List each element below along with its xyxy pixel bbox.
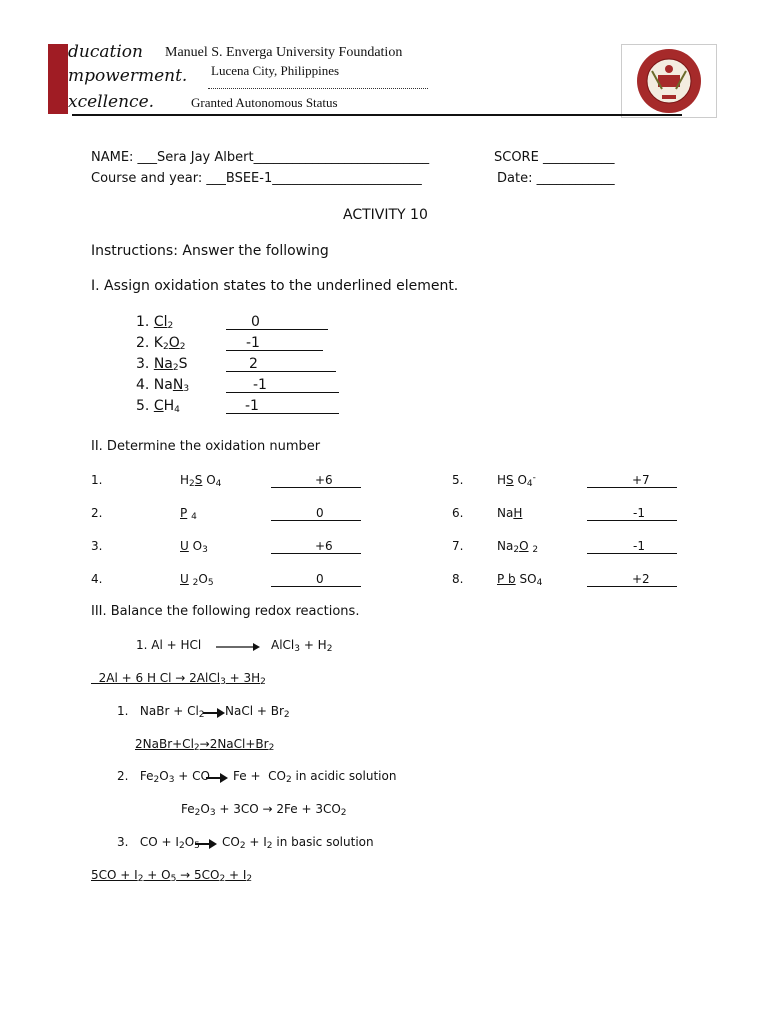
part2-answer-5: +7 <box>632 473 650 487</box>
motto-excellence: xcellence. <box>68 92 155 112</box>
part2-answer-6: -1 <box>633 506 645 520</box>
part2-answer-4: 0 <box>316 572 324 586</box>
part1-answer-line-3 <box>226 357 336 372</box>
redox-answer-1: 2Al + 6 H Cl → 2AlCl$_3$ + $3H_2$ <box>91 671 266 687</box>
redox-answer-4: $5CO + I_2 + O_5 \to 5CO_2 + I_2$ <box>91 868 253 884</box>
part1-item-3: 3. $Na_2S$ <box>136 356 188 373</box>
redox-eq-4-condition: in basic solution <box>276 835 374 849</box>
arrow-right-icon <box>215 641 261 653</box>
part1-item-2: 2. $K_2O_2$ <box>136 335 186 352</box>
part2-num-1: 1. <box>91 473 103 487</box>
score-field: SCORE ___________ <box>494 150 615 165</box>
part2-answer-3: +6 <box>315 539 333 553</box>
redox-eq-2: 1. NaBr + $Cl_2$ <box>117 704 205 720</box>
part2-compound-4: U $_2O_5$ <box>180 572 214 588</box>
redox-eq-3-products: $Fe + CO_2$ in acidic solution <box>233 769 397 785</box>
part2-answer-line-6 <box>587 506 677 521</box>
part1-answer-1: 0 <box>251 314 260 330</box>
part2-compound-7: $Na_2O$ $_2$ <box>497 539 539 555</box>
part2-compound-2: P $_4$ <box>180 506 197 522</box>
part1-answer-5: -1 <box>245 398 259 414</box>
redox-num-1: 1. <box>136 638 148 652</box>
activity-title: ACTIVITY 10 <box>343 207 428 223</box>
part3-heading: III. Balance the following redox reactions. <box>91 604 360 619</box>
part1-answer-line-1 <box>226 315 328 330</box>
redox-eq-4: 3. CO + $I_2O_5$ <box>117 835 200 851</box>
part1-answer-3: 2 <box>249 356 258 372</box>
part2-num-7: 7. <box>452 539 464 553</box>
header-dotted-line <box>208 88 428 89</box>
part2-answer-line-7 <box>587 539 677 554</box>
part1-item-4: 4. NaN$_3$ <box>136 377 190 394</box>
arrow-right-icon <box>202 707 226 719</box>
part2-num-3: 3. <box>91 539 103 553</box>
part2-compound-5: HS $O_4^-$ <box>497 473 536 489</box>
date-field: Date: ____________ <box>497 171 615 186</box>
name-field: NAME: ___Sera Jay Albert___________________________ <box>91 150 430 165</box>
redox-answer-3: $Fe_2O_3 + 3CO \to 2Fe + 3CO_2$ <box>181 802 347 818</box>
part1-answer-line-5 <box>226 399 339 414</box>
redox-eq-2-products: NaCl + $Br_2$ <box>225 704 290 720</box>
redox-num-2: 1. <box>117 704 129 718</box>
redox-eq-4-products: $CO_2 + I_2$ in basic solution <box>222 835 374 851</box>
part2-answer-7: -1 <box>633 539 645 553</box>
part1-answer-line-4 <box>226 378 339 393</box>
part2-num-2: 2. <box>91 506 103 520</box>
part2-compound-1: $H_2S$ $O_4$ <box>180 473 222 489</box>
part2-compound-8: P b $SO_4$ <box>497 572 543 588</box>
part2-num-4: 4. <box>91 572 103 586</box>
redox-num-4: 3. <box>117 835 129 849</box>
part2-compound-6: NaH <box>497 506 523 520</box>
part2-answer-1: +6 <box>315 473 333 487</box>
redox-answer-2: $2NaBr+Cl_2\to 2NaCl+Br_2$ <box>135 737 275 753</box>
redox-eq-1-products: AlCl$_3$ + $H_2$ <box>271 638 333 654</box>
part2-answer-8: +2 <box>632 572 650 586</box>
arrow-right-icon <box>205 772 229 784</box>
course-field: Course and year: ___BSEE-1_______________________ <box>91 171 422 186</box>
redox-eq-1: 1. Al + HCl <box>136 638 202 652</box>
redox-num-3: 2. <box>117 769 129 783</box>
redox-eq-3: 2. $Fe_2O_3$ + CO <box>117 769 210 785</box>
university-name: Manuel S. Enverga University Foundation <box>165 45 403 60</box>
university-seal-icon <box>622 45 716 117</box>
part2-compound-3: U $O_3$ <box>180 539 208 555</box>
arrow-right-icon <box>194 838 218 850</box>
part2-answer-2: 0 <box>316 506 324 520</box>
part1-item-1: 1. $Cl_2$ <box>136 314 174 331</box>
part2-heading: II. Determine the oxidation number <box>91 439 321 454</box>
motto-empowerment: mpowerment. <box>68 66 188 86</box>
part1-answer-2: -1 <box>246 335 260 351</box>
part1-item-5: 5. $CH_4$ <box>136 398 180 415</box>
redox-eq-3-condition: in acidic solution <box>295 769 397 783</box>
part1-answer-line-2 <box>226 336 323 351</box>
university-city: Lucena City, Philippines <box>211 63 340 78</box>
university-seal-frame <box>621 44 717 118</box>
part1-heading: I. Assign oxidation states to the underlined element. <box>91 278 459 294</box>
part2-num-8: 8. <box>452 572 464 586</box>
motto-education: ducation <box>68 42 143 62</box>
part2-num-5: 5. <box>452 473 464 487</box>
part1-answer-4: -1 <box>253 377 267 393</box>
header-rule <box>72 114 682 116</box>
part2-num-6: 6. <box>452 506 464 520</box>
autonomous-status: Granted Autonomous Status <box>191 95 338 110</box>
instructions: Instructions: Answer the following <box>91 243 329 259</box>
